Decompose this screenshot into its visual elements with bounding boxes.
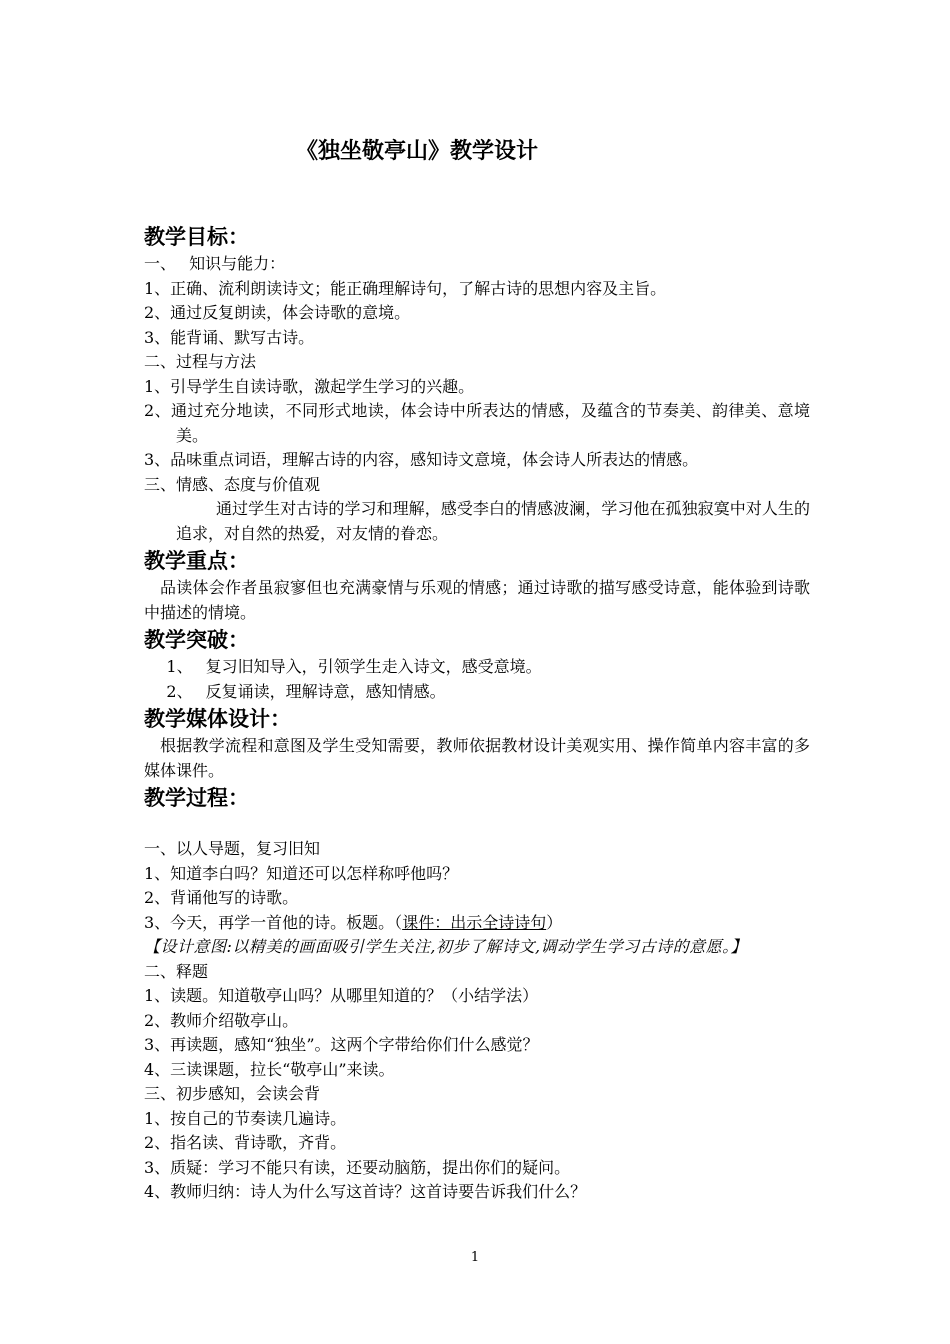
part2-heading: 二、释题	[144, 961, 209, 981]
process-method-item-1: 1、引导学生自读诗歌，激起学生学习的兴趣。	[144, 376, 475, 396]
part2-item-2: 2、教师介绍敬亭山。	[144, 1010, 299, 1030]
process-method-heading: 二、过程与方法	[144, 352, 257, 371]
knowledge-item-2: 2、通过反复朗读，体会诗歌的意境。	[144, 303, 411, 322]
knowledge-item-3: 3、能背诵、默写古诗。	[144, 327, 315, 347]
teaching-process-heading: 教学过程：	[144, 786, 249, 810]
breakthrough-heading: 教学突破：	[144, 628, 249, 652]
media-heading: 教学媒体设计：	[144, 707, 291, 731]
emotion-text: 通过学生对古诗的学习和理解，感受李白的情感波澜，学习他在孤独寂寞中对人生的追求，对自然的热爱，对友情的眷恋。	[176, 499, 810, 543]
part1-item-3-prefix: 3、今天，再学一首他的诗。板题。（	[144, 912, 403, 932]
page-number: 1	[470, 1250, 480, 1265]
emotion-heading: 三、情感、态度与价值观	[144, 474, 321, 494]
part1-item-1: 1、知道李白吗？知道还可以怎样称呼他吗？	[144, 863, 459, 883]
part2-item-1: 1、读题。知道敬亭山吗？从哪里知道的？（小结学法）	[144, 986, 539, 1005]
breakthrough-item-2: 2、 反复诵读，理解诗意，感知情感。	[166, 681, 446, 701]
key-points-heading: 教学重点：	[144, 549, 249, 573]
part2-item-4: 4、三读课题，拉长“敬亭山”来读。	[144, 1059, 395, 1079]
objectives-heading: 教学目标：	[144, 225, 249, 249]
part3-item-1: 1、按自己的节奏读几遍诗。	[144, 1108, 347, 1128]
part1-item-3-suffix: ）	[546, 912, 563, 932]
part1-item-2: 2、背诵他写的诗歌。	[144, 888, 299, 907]
part3-heading: 三、初步感知，会读会背	[144, 1084, 321, 1103]
design-intent-note: 【设计意图:以精美的画面吸引学生关注,初步了解诗文,调动学生学习古诗的意愿。】	[144, 937, 748, 956]
part2-item-3: 3、再读题，感知“独坐”。这两个字带给你们什么感觉？	[144, 1035, 539, 1054]
spacer	[144, 813, 810, 837]
part1-heading: 一、以人导题，复习旧知	[144, 839, 321, 858]
knowledge-heading: 一、 知识与能力：	[144, 254, 286, 273]
document-body	[144, 222, 810, 1205]
process-method-item-3: 3、品味重点词语，理解古诗的内容，感知诗文意境，体会诗人所表达的情感。	[144, 450, 699, 469]
media-text: 根据教学流程和意图及学生受知需要，教师依据教材设计美观实用、操作简单内容丰富的多媒体课件。	[144, 736, 810, 780]
knowledge-item-1: 1、正确、流利朗读诗文；能正确理解诗句，了解古诗的思想内容及主旨。	[144, 278, 667, 298]
part3-item-3: 3、质疑：学习不能只有读，还要动脑筋，提出你们的疑问。	[144, 1157, 571, 1177]
breakthrough-item-1: 1、 复习旧知导入，引领学生走入诗文，感受意境。	[166, 657, 542, 676]
part3-item-4: 4、教师归纳：诗人为什么写这首诗？这首诗要告诉我们什么？	[144, 1182, 587, 1201]
document-title: 《独坐敬亭山》教学设计	[296, 139, 539, 164]
part1-item-3	[144, 911, 810, 936]
courseware-link: 课件：出示全诗诗句	[402, 912, 547, 932]
key-points-text: 品读体会作者虽寂寥但也充满豪情与乐观的情感；通过诗歌的描写感受诗意，能体验到诗歌中描述的情境。	[144, 578, 810, 622]
part3-item-2: 2、指名读、背诗歌，齐背。	[144, 1133, 347, 1152]
process-method-item-2: 2、通过充分地读，不同形式地读，体会诗中所表达的情感，及蕴含的节奏美、韵律美、意境美。	[144, 401, 810, 445]
